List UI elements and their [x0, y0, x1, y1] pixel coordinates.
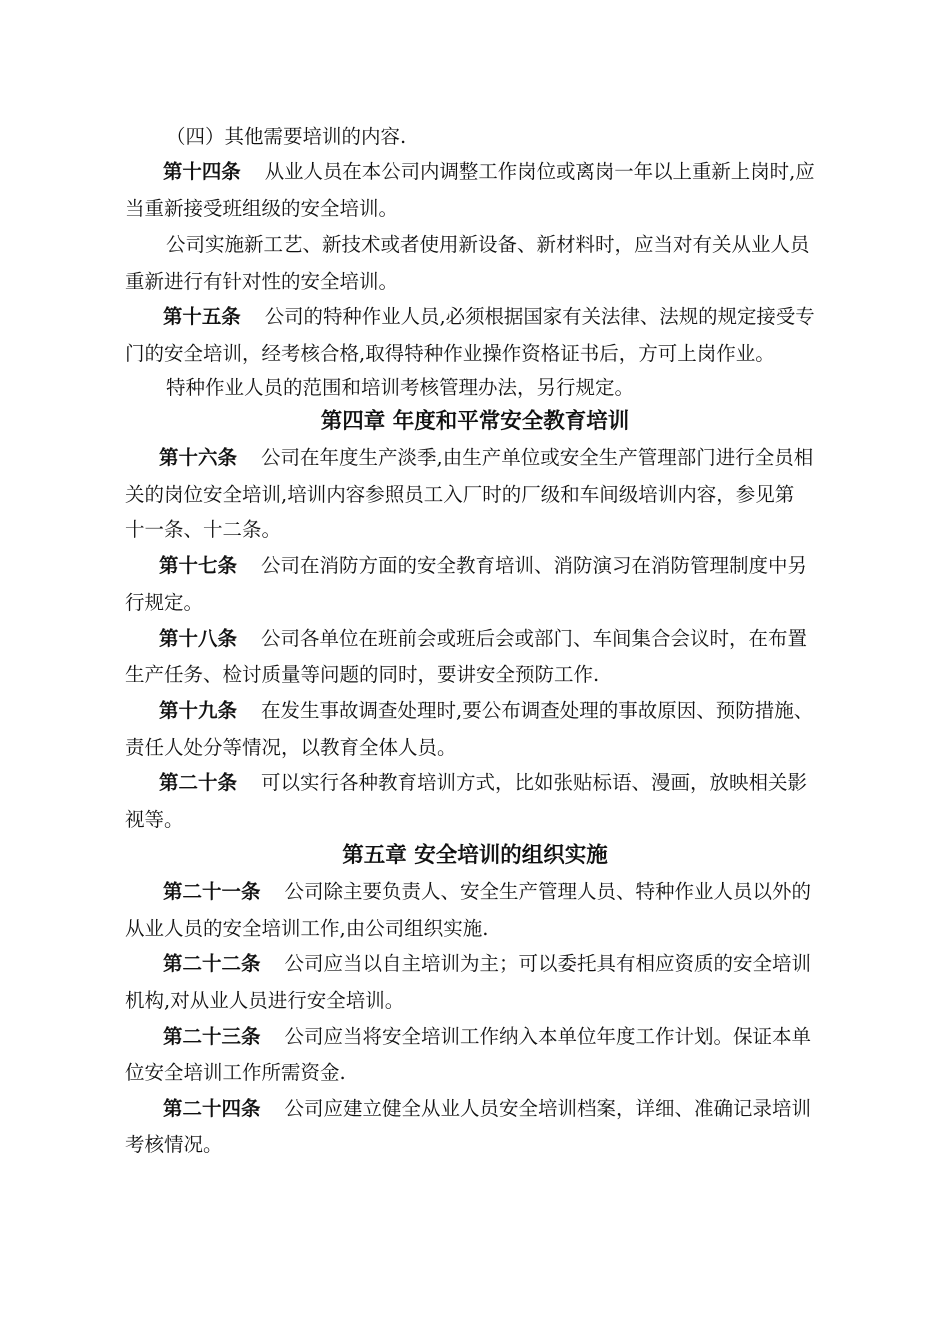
article-18-line-2: [0, 663, 950, 687]
article-22-label: 第二十二条: [163, 952, 261, 975]
article-18-line-1: [0, 627, 950, 651]
article-15-line-1: [0, 305, 950, 329]
article-22-text-2: 机构,对从业人员进行安全培训。: [125, 989, 405, 1012]
article-21-label: 第二十一条: [163, 880, 261, 903]
article-14-text-1: 从业人员在本公司内调整工作岗位或离岗一年以上重新上岗时,应: [264, 160, 815, 183]
article-22-text-1: 公司应当以自主培训为主；可以委托具有相应资质的安全培训: [284, 952, 812, 975]
article-16-label: 第十六条: [159, 446, 238, 469]
article-16-text-2: 关的岗位安全培训,培训内容参照员工入厂时的厂级和车间级培训内容，参见第: [125, 483, 795, 506]
article-17-line-1: [0, 554, 950, 578]
chapter-5-heading: 第五章 安全培训的组织实施: [342, 843, 608, 868]
article-16-line-3: [0, 518, 950, 542]
article-16-text-1: 公司在年度生产淡季,由生产单位或安全生产管理部门进行全员相: [261, 446, 814, 469]
article-17-line-2: [0, 591, 950, 615]
article-14-line-1: [0, 160, 950, 184]
article-18-text-2: 生产任务、检讨质量等问题的同时，要讲安全预防工作.: [125, 663, 600, 686]
article-20-line-1: [0, 771, 950, 795]
article-15-text-2: 门的安全培训，经考核合格,取得特种作业操作资格证书后，方可上岗作业。: [125, 342, 775, 365]
article-14-para2-text-1: 公司实施新工艺、新技术或者使用新设备、新材料时，应当对有关从业人员: [166, 233, 810, 256]
article-14-line-2: [0, 197, 950, 221]
article-24-line-2: [0, 1133, 950, 1157]
article-14-para2-line-1: [0, 233, 950, 257]
article-17-label: 第十七条: [159, 554, 238, 577]
item-4-line: [0, 125, 950, 149]
item-4-text: （四）其他需要培训的内容.: [166, 125, 407, 148]
article-21-line-1: [0, 880, 950, 904]
article-15-line-2: [0, 342, 950, 366]
article-24-label: 第二十四条: [163, 1097, 261, 1120]
article-19-line-1: [0, 699, 950, 723]
article-20-line-2: [0, 808, 950, 832]
article-21-text-1: 公司除主要负责人、安全生产管理人员、特种作业人员以外的: [284, 880, 812, 903]
article-22-line-2: [0, 989, 950, 1013]
article-22-line-1: [0, 952, 950, 976]
article-18-label: 第十八条: [159, 627, 238, 650]
article-20-text-2: 视等。: [125, 808, 184, 831]
article-20-text-1: 可以实行各种教育培训方式，比如张贴标语、漫画，放映相关影: [261, 771, 808, 794]
article-15-para2-text-1: 特种作业人员的范围和培训考核管理办法，另行规定。: [166, 376, 635, 399]
article-23-label: 第二十三条: [163, 1025, 261, 1048]
article-14-text-2: 当重新接受班组级的安全培训。: [125, 197, 399, 220]
chapter-4-heading: 第四章 年度和平常安全教育培训: [320, 409, 630, 434]
article-24-line-1: [0, 1097, 950, 1121]
article-19-text-1: 在发生事故调查处理时,要公布调查处理的事故原因、预防措施、: [261, 699, 814, 722]
article-14-label: 第十四条: [163, 160, 241, 183]
article-14-para2-line-2: [0, 270, 950, 294]
article-20-label: 第二十条: [159, 771, 238, 794]
article-16-text-3: 十一条、十二条。: [125, 518, 282, 541]
article-14-para2-text-2: 重新进行有针对性的安全培训。: [125, 270, 399, 293]
article-24-text-1: 公司应建立健全从业人员安全培训档案，详细、准确记录培训: [284, 1097, 812, 1120]
article-16-line-1: [0, 446, 950, 470]
article-15-text-1: 公司的特种作业人员,必须根据国家有关法律、法规的规定接受专: [264, 305, 815, 328]
article-16-line-2: [0, 483, 950, 507]
article-18-text-1: 公司各单位在班前会或班后会或部门、车间集合会议时，在布置: [261, 627, 808, 650]
article-23-text-2: 位安全培训工作所需资金.: [125, 1061, 346, 1084]
article-15-para2-line-1: [0, 376, 950, 400]
article-19-label: 第十九条: [159, 699, 238, 722]
article-21-line-2: [0, 917, 950, 941]
article-15-label: 第十五条: [163, 305, 241, 328]
article-17-text-2: 行规定。: [125, 591, 204, 614]
article-24-text-2: 考核情况。: [125, 1133, 223, 1156]
article-23-text-1: 公司应当将安全培训工作纳入本单位年度工作计划。保证本单: [284, 1025, 812, 1048]
article-23-line-1: [0, 1025, 950, 1049]
article-19-text-2: 责任人处分等情况，以教育全体人员。: [125, 736, 457, 759]
article-17-text-1: 公司在消防方面的安全教育培训、消防演习在消防管理制度中另: [261, 554, 808, 577]
article-23-line-2: [0, 1061, 950, 1085]
article-21-text-2: 从业人员的安全培训工作,由公司组织实施.: [125, 917, 489, 940]
article-19-line-2: [0, 736, 950, 760]
